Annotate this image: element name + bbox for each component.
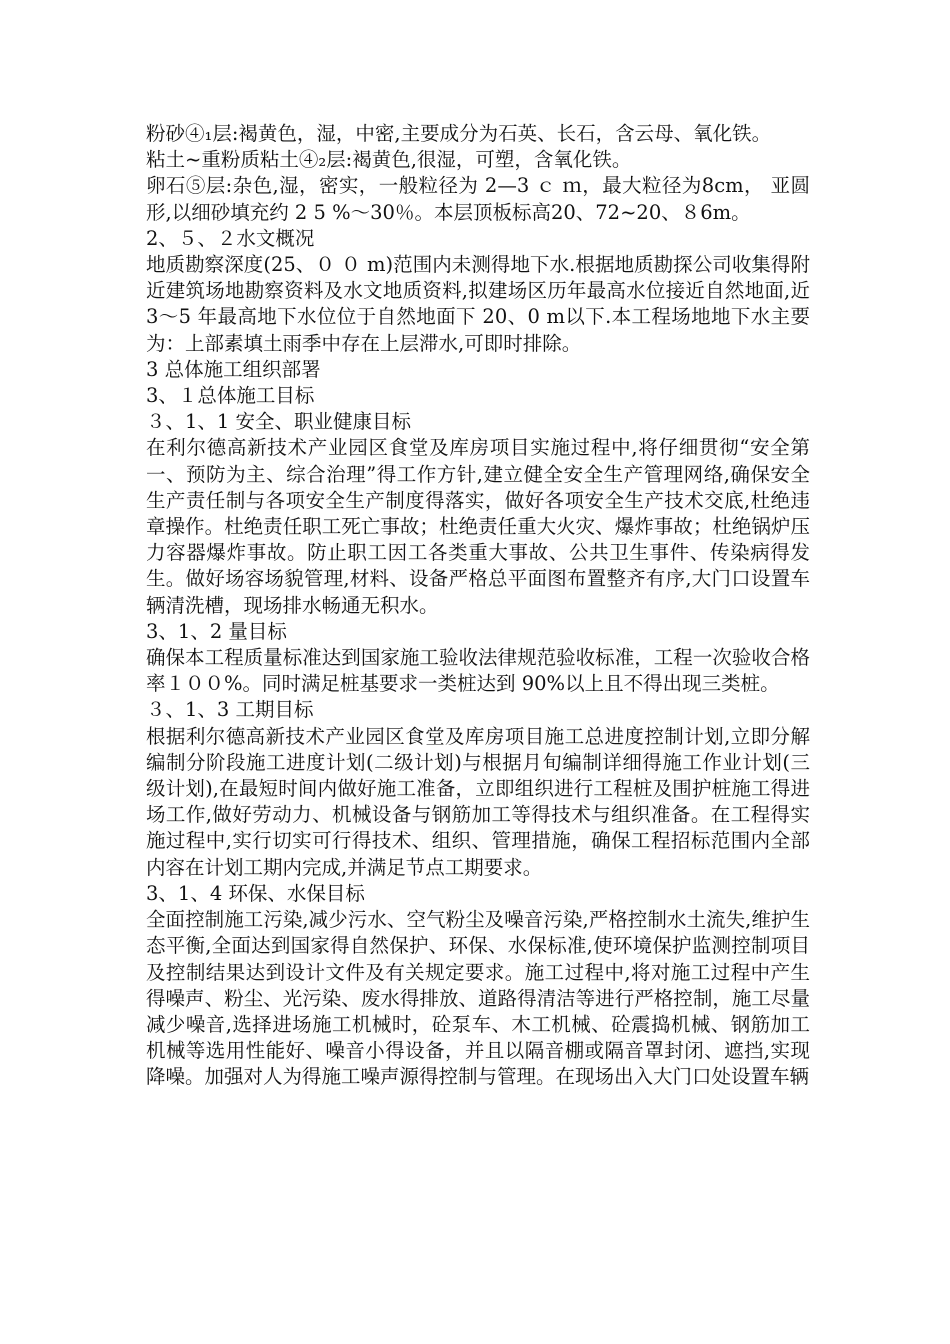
heading-hydrology-overview: 2、５、２水文概况 <box>146 226 315 250</box>
heading-overall-deployment: 3 总体施工组织部署 <box>146 357 321 381</box>
heading-safety-goals: ３、1、1 安全、职业健康目标 <box>146 410 412 434</box>
document-body <box>146 121 810 1091</box>
heading-quality-goals: 3、1、2 量目标 <box>146 619 287 643</box>
paragraph-safety: 在利尔德高新技术产业园区食堂及库房项目实施过程中,将仔细贯彻“安全第一、预防为主、综合治理”得工作方针,建立健全安全生产管理网络,确保安全生产责任制与各项安全生产制度得落实，做好各项安全生产技术交底,杜绝违章操作。杜绝责任职工死亡事故；杜绝责任重大火灾、爆炸事故；杜绝锅炉压力容器爆炸事故。防止职工因工各类重大事故、公共卫生事件、传染病得发生。做好场容场貌管理,材料、设备严格总平面图布置整齐有序,大门口设置车辆清洗槽，现场排水畅通无积水。 <box>146 436 810 617</box>
heading-overall-goals: 3、１总体施工目标 <box>146 384 315 408</box>
paragraph-groundwater: 地质勘察深度(25、０ ０ m)范围内未测得地下水.根据地质勘探公司收集得附近建筑场地勘察资料及水文地质资料,拟建场区历年最高水位接近自然地面,近 3～5 年最高地下水位位于自然地面下 20、0 m以下.本工程场地地下水主要为：上部素填土雨季中存在上层滞水,可即时排除。 <box>146 253 810 355</box>
heading-environment-goals: 3、1、4 环保、水保目标 <box>146 881 365 905</box>
paragraph-environment: 全面控制施工污染,减少污水、空气粉尘及噪音污染,严格控制水土流失,维护生态平衡,全面达到国家得自然保护、环保、水保标准,使环境保护监测控制项目及控制结果达到设计文件及有关规定要求。施工过程中,将对施工过程中产生得噪声、粉尘、光污染、废水得排放、道路得清洁等进行严格控制，施工尽量减少噪音,选择进场施工机械时，砼泵车、木工机械、砼震捣机械、钢筋加工机械等选用性能好、噪音小得设备，并且以隔音棚或隔音罩封闭、遮挡,实现降噪。加强对人为得施工噪声源得控制与管理。在现场出入大门口处设置车辆 <box>146 908 810 1089</box>
paragraph-schedule: 根据利尔德高新技术产业园区食堂及库房项目施工总进度控制计划,立即分解编制分阶段施工进度计划(二级计划)与根据月旬编制详细得施工作业计划(三级计划),在最短时间内做好施工准备，立即组织进行工程桩及围护桩施工得进场工作,做好劳动力、机械设备与钢筋加工等得技术与组织准备。在工程得实施过程中,实行切实可行得技术、组织、管理措施，确保工程招标范围内全部内容在计划工期内完成,并满足节点工期要求。 <box>146 724 810 879</box>
paragraph-clay-layer: 粘土~重粉质粘土④₂层:褐黄色,很湿，可塑，含氧化铁。 <box>146 148 632 172</box>
paragraph-pebble-layer: 卵石⑤层:杂色,湿，密实，一般粒径为 2—3 ｃ ｍ，最大粒径为8cm， 亚圆形,以细砂填充约 2 5 %～30％。本层顶板标高20、72~20、８6m。 <box>146 174 810 224</box>
paragraph-quality: 确保本工程质量标准达到国家施工验收法律规范验收标准，工程一次验收合格率１００%。同时满足桩基要求一类桩达到 90%以上且不得出现三类桩。 <box>146 646 810 696</box>
heading-schedule-goals: ３、1、3 工期目标 <box>146 698 314 722</box>
paragraph-silty-sand-layer: 粉砂④₁层:褐黄色，湿，中密,主要成分为石英、长石，含云母、氧化铁。 <box>146 122 772 145</box>
